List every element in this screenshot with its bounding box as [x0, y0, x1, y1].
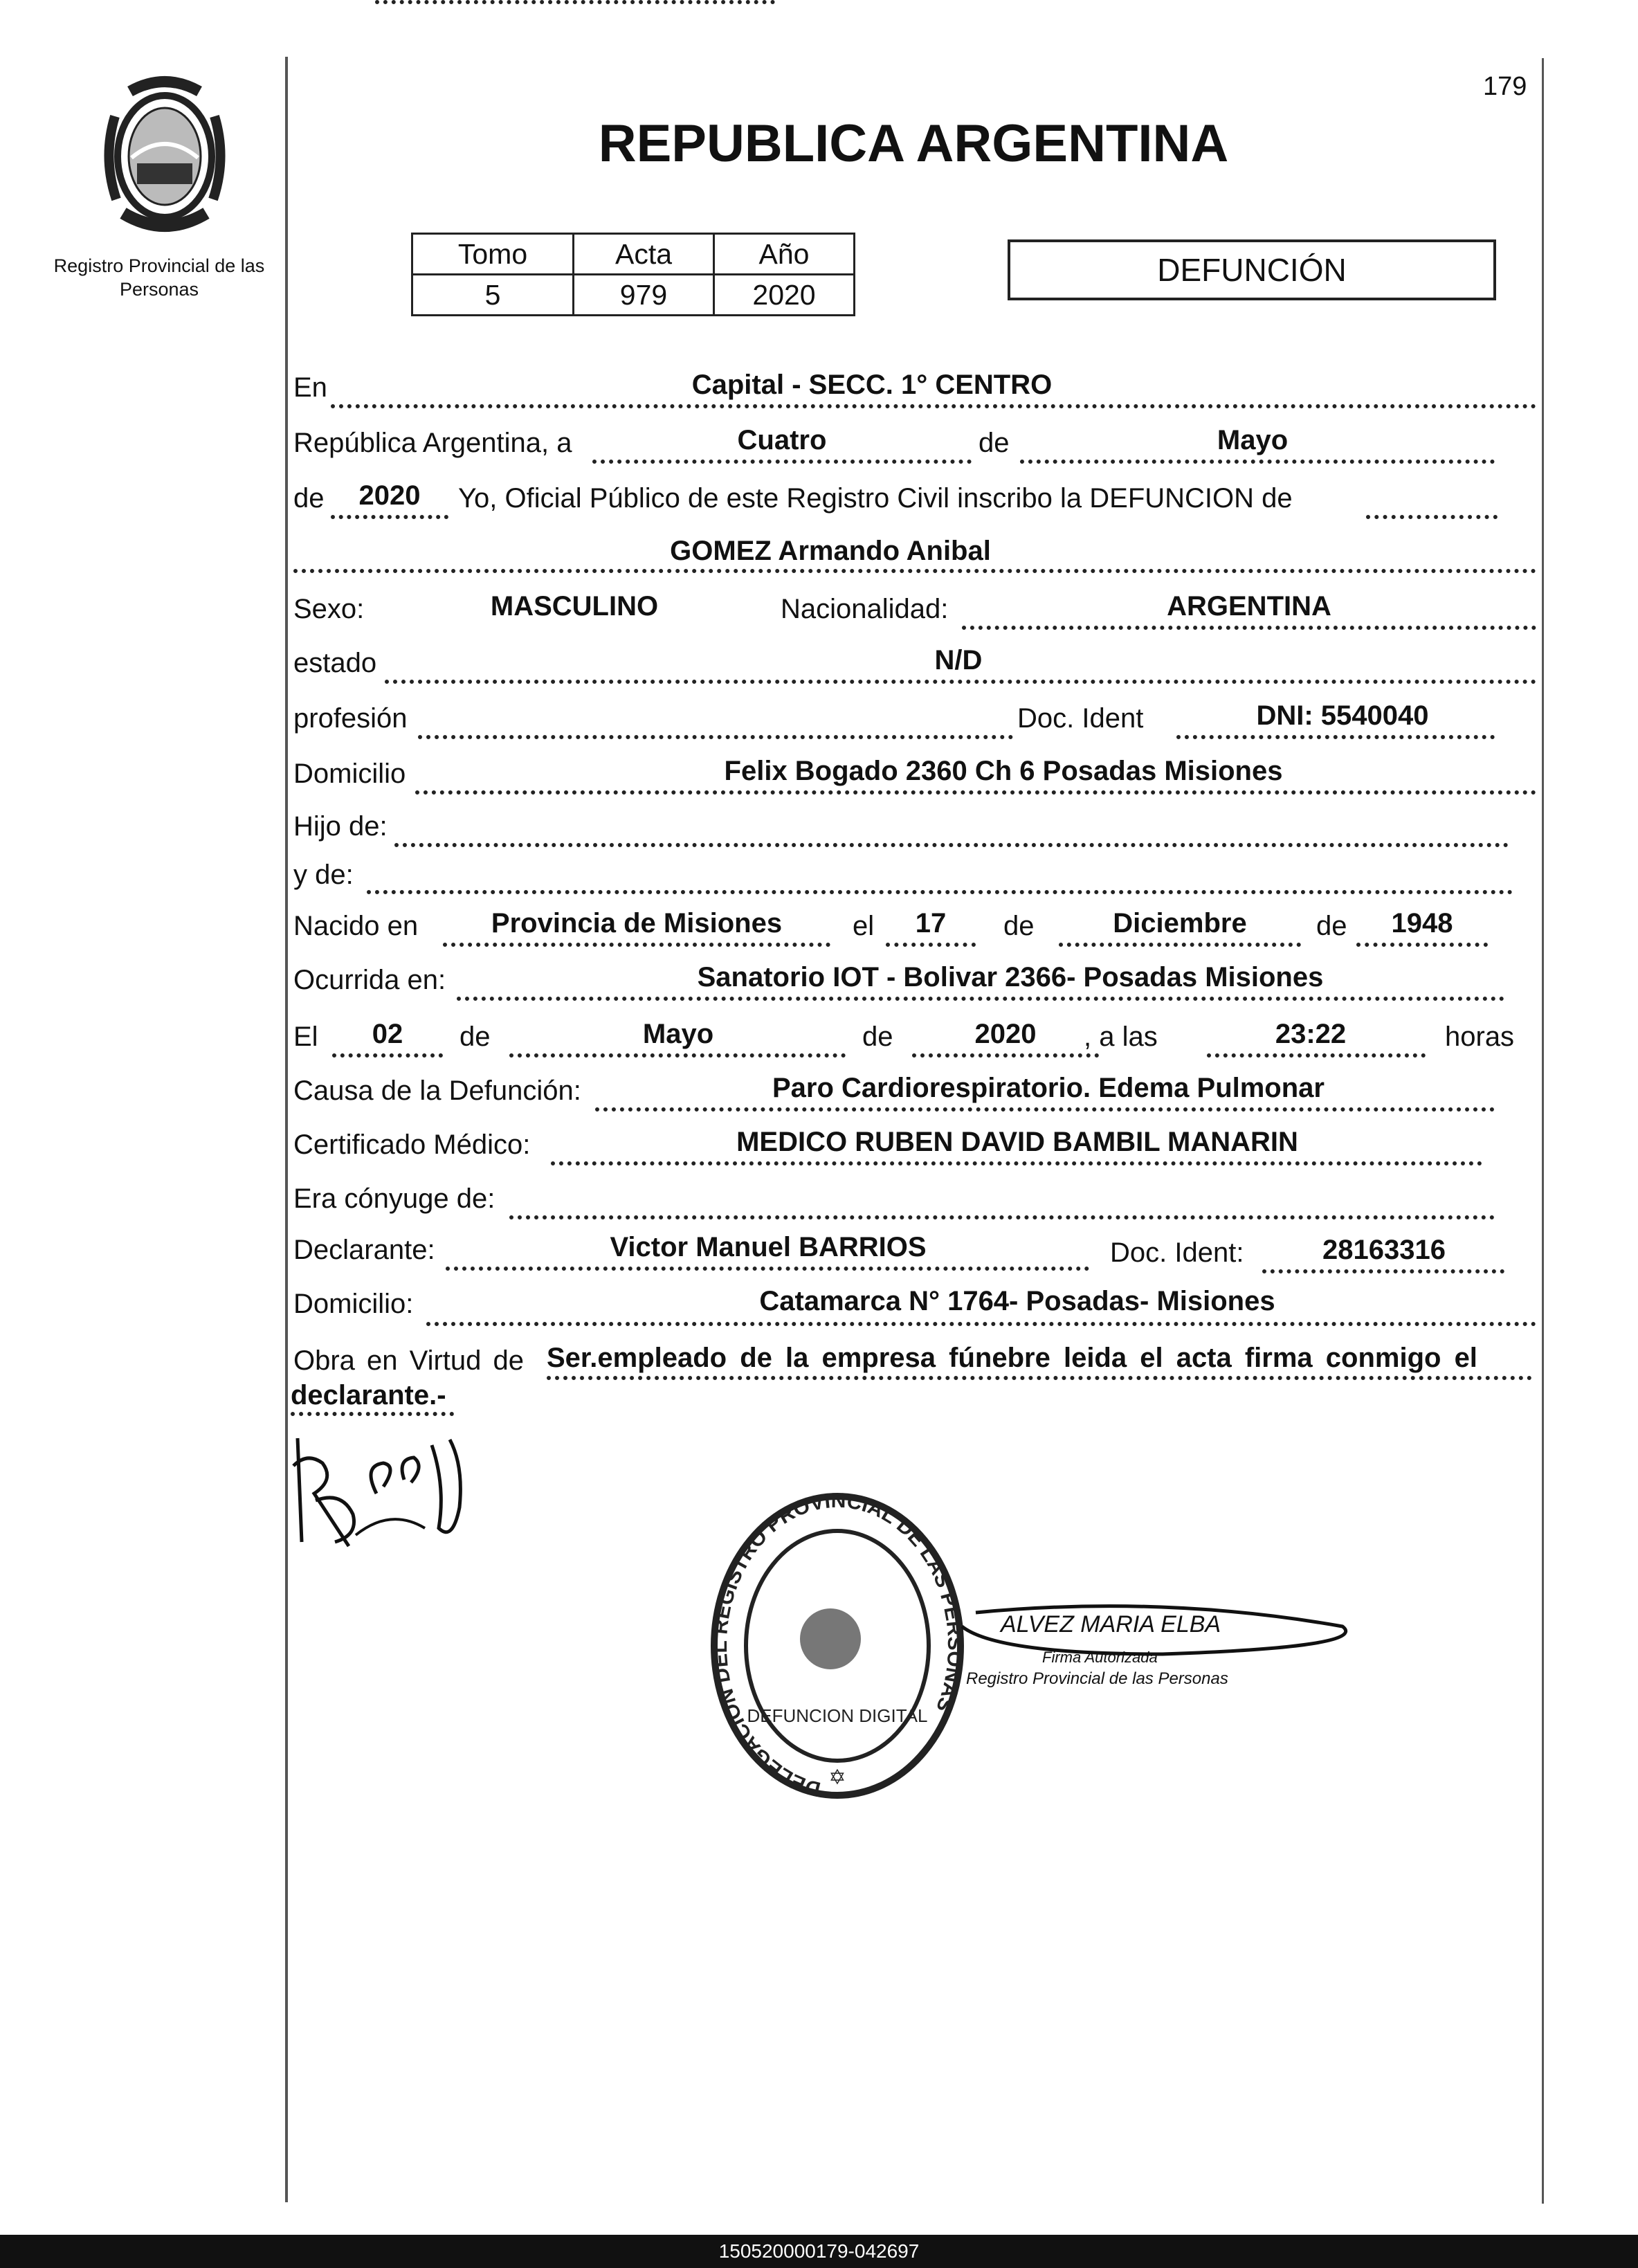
death-time: 23:22: [1275, 1019, 1347, 1049]
de-label-4: de: [1316, 911, 1347, 941]
estado-value: N/D: [934, 645, 983, 675]
declarante-doc-value: 28163316: [1322, 1235, 1446, 1265]
hijo-label: Hijo de:: [293, 811, 388, 842]
nacionalidad-value: ARGENTINA: [1167, 591, 1331, 622]
declaration-text: Yo, Oficial Público de este Registro Civil inscribo la DEFUNCION de: [458, 483, 1293, 514]
obra-label: Obra en Virtud de: [293, 1345, 525, 1376]
domicilio2-line: [426, 1322, 1536, 1326]
month-line: [1020, 460, 1495, 464]
conyuge-line: [509, 1215, 1495, 1219]
official-name: ALVEZ MARIA ELBA: [1001, 1611, 1221, 1638]
day-line: [592, 460, 972, 464]
causa-label: Causa de la Defunción:: [293, 1076, 581, 1106]
declarante-value: Victor Manuel BARRIOS: [610, 1232, 927, 1262]
certificado-line: [551, 1161, 1482, 1165]
year-value: 2020: [358, 480, 421, 511]
estado-line: [385, 680, 1536, 684]
document-code-bar: [0, 2235, 1638, 2268]
page-title: REPUBLICA ARGENTINA: [598, 114, 1229, 173]
table-header-ano: Año: [714, 234, 855, 275]
obra-value-line1: Ser.empleado de la empresa fúnebre leida el acta firma conmigo el: [547, 1343, 1477, 1373]
de-label-6: de: [862, 1022, 893, 1052]
death-time-line: [1207, 1053, 1426, 1058]
official-role: Firma Autorizada: [1042, 1649, 1158, 1666]
doc-ident-value: DNI: 5540040: [1256, 700, 1429, 731]
declarante-doc-label: Doc. Ident:: [1110, 1237, 1244, 1268]
alas-label: , a las: [1084, 1022, 1158, 1052]
svg-text:DELEGACION DEL REGISTRO PROVIN: DELEGACION DEL REGISTRO PROVINCIAL DE LAS PERSONAS: [708, 1489, 967, 1801]
document-code: 150520000179-042697: [718, 2240, 920, 2262]
yde-label: y de:: [293, 860, 354, 890]
province-logo: [89, 75, 241, 241]
estado-label: estado: [293, 648, 377, 678]
year-line: [331, 515, 448, 519]
nacionalidad-label: Nacionalidad:: [781, 594, 949, 624]
birth-year: 1948: [1391, 908, 1453, 938]
conyuge-label: Era cónyuge de:: [293, 1183, 495, 1214]
table-value-acta: 979: [574, 275, 714, 316]
domicilio-label: Domicilio: [293, 759, 406, 789]
hijo-line: [394, 843, 1509, 847]
day-value: Cuatro: [737, 425, 827, 455]
en-value: Capital - SECC. 1° CENTRO: [691, 370, 1053, 400]
de-label-2: de: [293, 483, 325, 514]
domicilio2-value: Catamarca N° 1764- Posadas- Misiones: [759, 1286, 1275, 1316]
name-line: [293, 569, 1536, 573]
svg-text:DEFUNCION DIGITAL: DEFUNCION DIGITAL: [747, 1705, 928, 1726]
table-value-ano: 2020: [714, 275, 855, 316]
table-value-tomo: 5: [412, 275, 574, 316]
right-margin-rule: [1542, 58, 1544, 2204]
declarante-line: [446, 1267, 1089, 1271]
page-number: 179: [1483, 72, 1527, 101]
de-label-5: de: [459, 1022, 491, 1052]
causa-value: Paro Cardiorespiratorio. Edema Pulmonar: [772, 1073, 1325, 1103]
record-type-box: DEFUNCIÓN: [1008, 239, 1496, 300]
domicilio-line: [415, 790, 1536, 795]
death-year-line: [912, 1053, 1099, 1058]
death-day-line: [332, 1053, 443, 1058]
horas-label: horas: [1445, 1022, 1515, 1052]
birth-month: Diciembre: [1113, 908, 1247, 938]
death-month: Mayo: [642, 1019, 714, 1049]
el-label: el: [853, 911, 875, 941]
official-stamp: [706, 1487, 969, 1805]
domicilio-value: Felix Bogado 2360 Ch 6 Posadas Misiones: [724, 756, 1283, 786]
de-label-3: de: [1003, 911, 1035, 941]
nacido-value: Provincia de Misiones: [491, 908, 783, 938]
declaration-line: [1366, 515, 1498, 519]
obra-line-2: [291, 1412, 454, 1416]
doc-ident-line: [1176, 735, 1495, 739]
sexo-value: MASCULINO: [490, 591, 659, 622]
declarant-signature: [286, 1424, 466, 1556]
record-table: [411, 233, 855, 316]
nacido-line: [443, 943, 830, 947]
birth-day: 17: [915, 908, 947, 938]
month-value: Mayo: [1217, 425, 1289, 455]
en-label: En: [293, 372, 327, 403]
death-year: 2020: [974, 1019, 1037, 1049]
declarante-doc-line: [1262, 1269, 1504, 1273]
death-month-line: [509, 1053, 846, 1058]
registry-name: Registro Provincial de las Personas: [53, 255, 265, 300]
nacionalidad-line: [962, 626, 1536, 630]
death-day: 02: [372, 1019, 403, 1049]
birth-month-line: [1059, 943, 1301, 947]
certificado-label: Certificado Médico:: [293, 1130, 531, 1160]
profesion-line: [418, 735, 1013, 739]
table-header-acta: Acta: [574, 234, 714, 275]
sexo-label: Sexo:: [293, 594, 365, 624]
profesion-label: profesión: [293, 703, 408, 734]
de-label-1: de: [979, 428, 1010, 458]
obra-value-line2: declarante.-: [291, 1380, 446, 1410]
obra-line-1: [547, 1376, 1532, 1380]
doc-ident-label: Doc. Ident: [1017, 703, 1144, 734]
en-line: [331, 404, 1536, 408]
ocurrida-label: Ocurrida en:: [293, 965, 446, 995]
yde-line: [367, 890, 1513, 894]
official-org: Registro Provincial de las Personas: [966, 1669, 1228, 1688]
ocurrida-value: Sanatorio IOT - Bolivar 2366- Posadas Misiones: [697, 962, 1324, 992]
republica-label: República Argentina, a: [293, 428, 572, 458]
deceased-name: GOMEZ Armando Anibal: [670, 536, 991, 566]
certificado-value: MEDICO RUBEN DAVID BAMBIL MANARIN: [736, 1127, 1298, 1157]
ocurrida-line: [457, 997, 1504, 1001]
el2-label: El: [293, 1022, 318, 1052]
table-header-tomo: Tomo: [412, 234, 574, 275]
nacido-label: Nacido en: [293, 911, 419, 941]
left-margin-rule: [285, 57, 288, 2202]
sexo-line: [375, 0, 775, 4]
birth-day-line: [886, 943, 976, 947]
declarante-label: Declarante:: [293, 1235, 435, 1265]
causa-line: [595, 1107, 1495, 1112]
svg-text:✡: ✡: [828, 1766, 846, 1789]
domicilio2-label: Domicilio:: [293, 1289, 414, 1319]
birth-year-line: [1356, 943, 1488, 947]
